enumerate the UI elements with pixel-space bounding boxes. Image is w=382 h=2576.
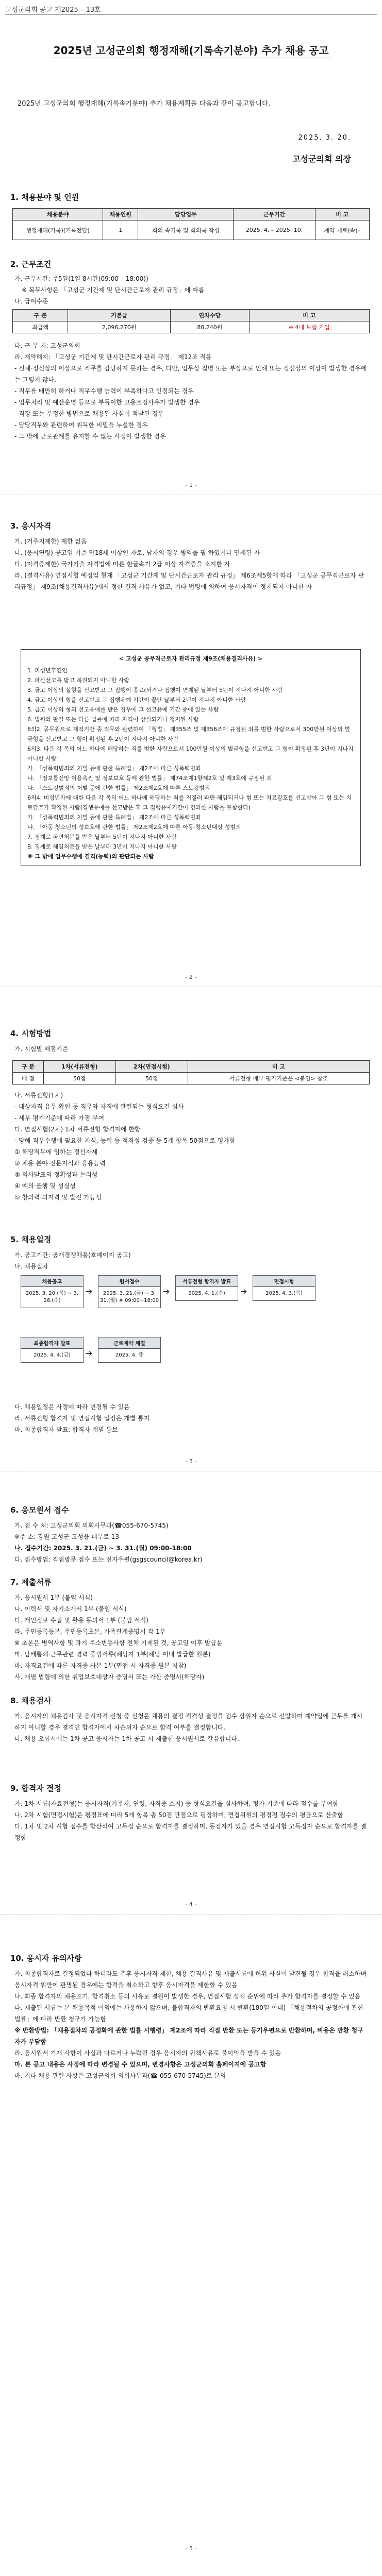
page-number: - 2 - [185, 974, 197, 980]
section-3-title: 3. 응시자격 [10, 521, 52, 531]
salary-table [12, 309, 370, 333]
page-number: - 3 - [185, 1458, 197, 1465]
flow-step: 최종합격자 발표 2025. 4. 4.(금) [21, 1337, 84, 1363]
section-2b-text: 다. 근 무 지: 고성군의회 라. 계약해지: 「고성군 기간제 및 단시간근로자 관리 규정」 제12조 적용 - 신체·정신상의 이상으로 직무를 감당하지 못하는 경우, 다만, 업무상 질병 또는 부상으로 인해 또는 정신상의 이상이 발생한 경우에는 그렇지 않다. - 직무를 태만히 하거나 직무수행 능력이 부족하다고 인정되는 경우 - 업무처리 및 예산운영 등으로 부득이한 고용조정사유가 발생한 경우 - 직장 또는 부정한 방법으로 채용된 사실이 적발된 경우 - 담당직무와 관련하여 취득한 비밀을 누설한 경우 - 그 밖에 근로관계를 유지할 수 없는 사정이 발생한 경우 [14, 342, 367, 440]
td: 2,096,270원 [68, 321, 171, 333]
th: 2차(면접시험) [115, 1061, 188, 1073]
th: 비 고 [315, 209, 370, 221]
section-10-text: 가. 최종합격자로 결정되었다 하더라도 추후 응시자격 제한, 채용 결격사유 및 제출서류에 허위 사실이 발견될 경우 합격을 취소하며 응시자격 위반이 판명된 경우에는 합격을 취소하고 향후 응시자격을 제한할 수 있음 나. 최종 합격자의 채용포기, 합격취소 등의 사유로 결원이 발생한 경우, 면접시험 성적 순위에 따라 추가 합격자를 결정할 수 있음 다. 제출된 서류는 본 채용목적 이외에는 사용하지 않으며, 불합격자의 반환요청 시 반환(180일 이내) 「채용절차의 공정화에 관한 법률」에 따라 반환 청구가 가능함 ※ 반환방법: 「채용절차의 공정화에 관한 법률 시행령」 제2조에 따라 직접 반환 또는 등기우편으로 반환하며, 비용은 반환 청구자가 부담함 라. 응시원서 기재 사항이 사실과 다르거나 누락될 경우 응시자의 귀책사유로 불이익을 받을 수 있음 마. 본 공고 내용은 사정에 따라 변경될 수 있으며, 변경사항은 고성군의회 홈페이지에 공고함 바. 기타 채용 관련 사항은 고성군의회 의회사무과(☎ 055-670-5745)로 문의 [14, 1970, 367, 2079]
section-7-text: 가. 응시원서 1부 (붙임 서식) 나. 이력서 및 자기소개서 1부 (붙임 서식) 다. 개인정보 수집 및 활용 동의서 1부 (붙임 서식) 라. 주민등록등본, 주민등록초본, 가족관계증명서 각 1부 ※ 초본은 병역사항 및 과거 주소변동사항 전체 기재된 것, 공고일 이후 발급분 마. 담배뽐쇄·근무관련 경력 증빙서류(해당자 1부(해당 이내 발급한 원본) 바. 자격요건에 따른 자격증 사본 1부(면접 시 자격증 원본 지참) 사. 개별 법령에 의한 취업보호대상자 증명서 또는 가산 증명서(해당자) [14, 1594, 223, 1681]
arrow-right-icon: ➔ [163, 1286, 170, 1296]
section-5c-text: 다. 채용일정은 사정에 따라 변경될 수 있음 라. 서류전형 합격자 및 면접시험 일정은 개별 통지 마. 최종합격자 발표: 합격자 개별 통보 [14, 1403, 150, 1433]
td: 50점 [115, 1073, 188, 1084]
th: 기본급 [68, 310, 171, 321]
intro-paragraph: 2025년 고성군의회 행정재해(기록속기분야) 추가 채용계획을 다음과 같이 공고합니다. [18, 100, 271, 108]
page-number: - 4 - [185, 1901, 197, 1908]
section-8-text: 가. 응시자의 채용검사 및 응시자격 신청 중 신청은 채용의 결정 적격성 결정을 점수 상위자 순으로 선발하며 계약일에 근무를 개시하지 아니할 경우 결격인 합격자에서 차순위자 순으로 합격 여부를 결정합니다. 나. 채용 오류시에는 1차 공고 응시자는 1차 공고 시 제출한 응시원서로 갈음합니다. [14, 1713, 363, 1742]
section-6-title: 6. 응모원서 접수 [10, 1505, 69, 1515]
td: 배 점 [13, 1073, 44, 1084]
th: 근무기간 [234, 209, 315, 221]
signer: 고성군의회 의장 [292, 154, 351, 164]
th: 연차수당 [170, 310, 249, 321]
arrow-right-icon: ➔ [86, 1286, 93, 1296]
section-2-text: 가. 근무시간: 주5일(1일 8시간(09:00 – 18:00)) ※ 복무사항은 「고성군 기간제 및 단시간근로자 관리 규정」에 따름 나. 급여수준 [14, 275, 205, 305]
notice-title: 2025년 고성군의회 행정재해(기록속기분야) 추가 채용 공고 [0, 42, 382, 57]
recruitment-table [12, 208, 370, 240]
th: 채용분야 [13, 209, 103, 221]
th: 비 고 [249, 310, 369, 321]
section-1-title: 1. 채용분야 및 인원 [10, 193, 79, 202]
td: 80,240원 [170, 321, 249, 333]
section-10-title: 10. 응시자 유의사항 [10, 1954, 82, 1963]
section-5a-text: 가. 공고기간: 공개경쟁채용(호예이지 공고) 나. 채용절차 [14, 1251, 131, 1270]
section-6-text: 가. 접 수 처: 고성군의회 의회사무과(☎055-670-5745) ※주 소: 강원 고성군 고성읍 대무로 13 나. 접수기간: 2025. 3. 21.(금) ~ 3. 31.(월) 09:00-18:00 다. 접수방법: 직접방문 접수 또는 전자우편(gsgscouncil@korea.kr) [14, 1522, 203, 1563]
section-4-title: 4. 시험방법 [10, 1029, 52, 1038]
section-4a-text: 가. 시험별 배점기준 [14, 1045, 69, 1053]
page-number: - 5 - [185, 2545, 197, 2552]
flow-step: 서류전형 합격자 발표 2025. 4. 1.(수) [175, 1275, 238, 1301]
flow-step: 면접시험 2025. 4. 3.(목) [253, 1275, 315, 1301]
td: 2025. 4. – 2025. 10. [234, 221, 315, 240]
th: 구 분 [13, 1061, 44, 1073]
disqualification-box: < 고성군 공무직근로자 관리규정 제9조(채용결격사유) > 1. 피성년후견인 2. 파산선고를 받고 복권되지 아니한 사람 3. 금고 이상의 실형을 선고받고 그 집행이 종료(되거나 집행이 면제된 날부터 5년이 지나지 아니한 사람 4. 금고 이상의 형을 선고받고 그 집행유예 기간이 끝난 날부터 2년이 지나지 아니한 사람 5. 금고 이상의 형의 선고유예를 받은 경우에 그 선고유예 기간 중에 있는 사람 6. 법원의 판결 또는 다른 법률에 따라 자격이 상실되거나 정지된 사람 6의2. 공무원으로 재직기간 중 직무와 관련하여 「형법」 제355조 및 제356조에 규정된 죄를 범한 사람으로서 300만원 이상의 벌금형을 선고받고 그 형이 확정된 후 2년이 지나지 아니한 사람 6의3. 다음 각 목의 어느 하나에 해당하는 죄를 범한 사람으로서 100만원 이상의 벌금형을 선고받고 그 형이 확정된 후 3년이 지나지 아니한 사람 가. 「성폭력범죄의 처벌 등에 관한 특례법」 제2조에 따른 성폭력범죄 나. 「정보통신망 이용촉진 및 정보보호 등에 관한 법률」 제74조제1항제2호 및 제3호에 규정된 죄 다. 「스토킹범죄의 처벌 등에 관한 법률」 제2조제2호에 따른 스토킹범죄 6의4. 미성년자에 대한 다음 각 목의 어느 하나에 해당하는 죄를 저질러 파면·해임되거나 형 또는 치료감호를 선고받아 그 형 또는 치료감호가 확정된 사람(집행유예를 선고받은 후 그 집행유예기간이 경과한 사람을 포함한다) 가. 「성폭력범죄의 처벌 등에 관한 특례법」 제2조에 따른 성폭력범죄 나. 「아동·청소년의 성보호에 관한 법률」 제2조제2호에 따른 아동·청소년대상 성범죄 7. 징계로 파면처분을 받은 날부터 5년이 지나지 아니한 사람 8. 징계로 해임처분을 받은 날부터 3년이 지나지 아니한 사람 ※ 그 밖에 업무수행에 결격(능력)의 판단되는 사람 [21, 649, 361, 866]
th: 담당업무 [138, 209, 234, 221]
th: 1차(서류전형) [43, 1061, 115, 1073]
td: 서류전형 배부 평가기준은 <붙임> 참조 [188, 1073, 369, 1084]
th: 비 고 [188, 1061, 369, 1073]
section-8-title: 8. 채용검사 [10, 1696, 52, 1705]
section-4-text: 나. 서류전형(1차) - 대상자격 유무 확인 등 직무와 자격에 관련되는 형식요건 심사 - 세부 평가기준에 따라 가점 부여 다. 면접시험(2차) 1차 서류전형 합격자에 한함 - 당해 직무수행에 필요한 지식, 능력 등 적격성 검증 등 5개 항목 50점으로 평가함 ① 해당직무에 임하는 정신자세 ② 채용 분야 전문지식과 응용능력 ③ 의사발표의 정확성과 논리성 ④ 예의·품행 및 성실성 ⑤ 창의력·의지력 및 발전 가능성 [14, 1092, 236, 1201]
arrow-right-icon: ➔ [240, 1286, 247, 1296]
flow-step: 근로계약 체결 2025. 4. 중 [98, 1337, 161, 1363]
arrow-right-icon: ➔ [86, 1348, 93, 1358]
section-9-text: 가. 1차 서류(자료전형)는 응시자격(거주지, 연령, 자격증 소지) 등 형식요건을 심사하며, 평가 기준에 따라 점수를 부여함 나. 2차 시험(면접시험)은 평정표에 따라 5개 항목 총 50점 만점으로 평정하며, 면접위원의 평정점 점수의 평균으로 산출함 다. 1차 및 2차 시험 점수를 합산하여 고득점 순으로 합격자를 결정하며, 동점자가 있을 경우 면접시험 고득점자 순으로 합격자를 결정함 [14, 1800, 367, 1841]
th: 채용인원 [103, 209, 138, 221]
section-2-title: 2. 근무조건 [10, 260, 52, 269]
flow-step: 채용공고 2025. 3. 20.(목) ~ 3. 26.(수) [21, 1275, 84, 1308]
td: 1 [103, 221, 138, 240]
section-9-title: 9. 합격자 결정 [10, 1784, 62, 1793]
section-7-title: 7. 제출서류 [10, 1578, 52, 1587]
td: 회의 속기록 및 회의록 작성 [138, 221, 234, 240]
document-header: 고성군의회 공고 제2025 – 13호 [5, 6, 101, 14]
header-divider [5, 14, 377, 15]
score-table [12, 1060, 370, 1084]
notice-date: 2025. 3. 20. [298, 134, 351, 142]
td: 계약 재료(속)– [315, 221, 370, 240]
td: ※ 4대 보험 가입 [249, 321, 369, 333]
td: 최급액 [13, 321, 68, 333]
td: 행정재해(기록)(기록전담) [13, 221, 103, 240]
section-3-text: 가. (거주지제한) 제한 없음 나. (응시연령) 공고일 기준 만18세 이상인 자로, 남자의 경우 병역을 필 하였거나 면제된 자 다. (자격증제한) 국가기술 자격법에 따른 한글속기 2급 이상 자격증을 소지한 자 라. (결격사유) 면접시험 예정일 현재 「고성군 기간제 및 단시간근로자 관리 규정」 제6조제5항에 따라 「고성군 공무직근로자 관리규정」 제9조(채용결격사유)에서 정한 결격 사유가 없고, 기타 법령에 의하여 응시자격이 정지되지 아니한 자 [14, 538, 364, 590]
th: 구 분 [13, 310, 68, 321]
flow-step: 원서접수 2025. 3. 21.(금) ~ 3. 31.(월) ※ 09:00~18:00 [98, 1275, 161, 1308]
td: 50점 [43, 1073, 115, 1084]
page-number: - 1 - [185, 482, 197, 488]
section-5-title: 5. 채용일정 [10, 1235, 52, 1244]
schedule-flow [21, 1275, 361, 1394]
